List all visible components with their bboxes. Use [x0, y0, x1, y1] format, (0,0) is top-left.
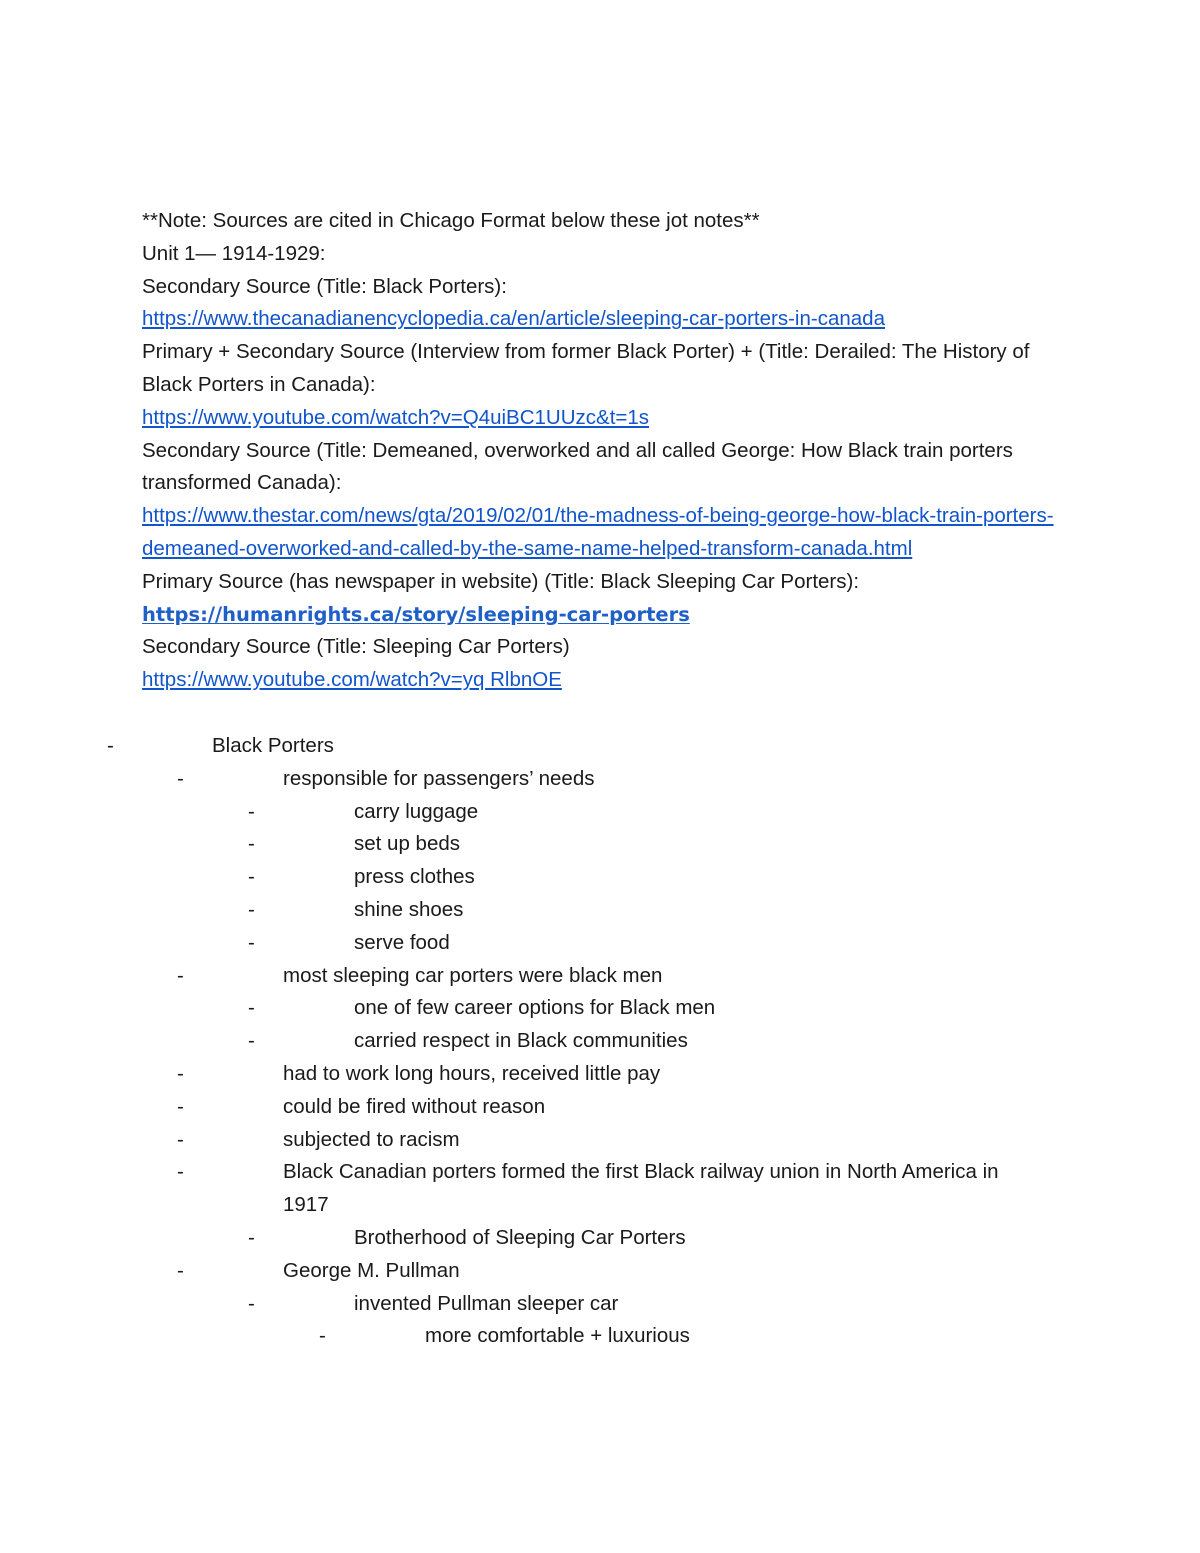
duties-list [248, 796, 1072, 960]
note-text: responsible for passengers’ needs [283, 766, 595, 790]
source-link[interactable]: https://www.youtube.com/watch?v=Q4uiBC1UUzc&t=1s [142, 405, 650, 429]
note-text: serve food [354, 930, 450, 954]
list-item [177, 763, 1072, 960]
note-text: had to work long hours, received little pay [283, 1061, 661, 1085]
list-item [107, 730, 1072, 1353]
dash-bullet-icon: - [177, 766, 184, 790]
note-text: carried respect in Black communities [354, 1029, 688, 1053]
citation-note: **Note: Sources are cited in Chicago Format below these jot notes** [142, 209, 760, 232]
subnotes [248, 992, 1072, 1058]
dash-bullet-icon: - [248, 930, 255, 954]
dash-bullet-icon: - [177, 1094, 184, 1118]
note-text: carry luggage [354, 799, 479, 823]
list-item [248, 861, 1072, 894]
dash-bullet-icon: - [248, 996, 255, 1020]
list-item [177, 1156, 1072, 1254]
unit-heading: Unit 1— 1914-1929: [142, 241, 326, 265]
note-text: Brotherhood of Sleeping Car Porters [354, 1225, 686, 1249]
note-text: Black Canadian porters formed the first Black railway union in North America in 1917 [283, 1160, 999, 1217]
note-text: George M. Pullman [283, 1258, 460, 1282]
list-item [177, 960, 1072, 1058]
note-text: shine shoes [354, 897, 464, 921]
subnotes [248, 1288, 1072, 1354]
list-item [248, 1222, 1072, 1255]
spacer [142, 697, 1072, 730]
dash-bullet-icon: - [248, 1029, 255, 1053]
list-item [248, 828, 1072, 861]
dash-bullet-icon: - [248, 897, 255, 921]
jot-notes [107, 730, 1072, 1353]
list-item [248, 1025, 1072, 1058]
list-item [248, 1288, 1072, 1354]
source-label: Secondary Source (Title: Sleeping Car Porters) [142, 635, 570, 659]
source-link[interactable]: https://www.youtube.com/watch?v=yq RlbnOE [142, 668, 562, 692]
list-item [248, 927, 1072, 960]
dash-bullet-icon: - [248, 1291, 255, 1315]
dash-bullet-icon: - [177, 1160, 184, 1184]
list-item [248, 894, 1072, 927]
dash-bullet-icon: - [248, 865, 255, 889]
source-label: Primary + Secondary Source (Interview from former Black Porter) + (Title: Derailed: The History of Black Porters in Canada): [142, 340, 1030, 396]
subnotes [319, 1320, 1072, 1353]
list-item [248, 992, 1072, 1025]
note-text: set up beds [354, 832, 460, 856]
dash-bullet-icon: - [177, 963, 184, 987]
dash-bullet-icon: - [248, 832, 255, 856]
subnotes [142, 763, 1072, 1353]
source-link[interactable]: https://www.thestar.com/news/gta/2019/02/01/the-madness-of-being-george-how-black-train-porters-demeaned-overworked-and-called-by-the-same-name-helped-transform-canada.html [142, 504, 1054, 560]
source-label: Secondary Source (Title: Black Porters): [142, 274, 507, 298]
note-text: most sleeping car porters were black men [283, 963, 663, 987]
source-link[interactable]: https://humanrights.ca/story/sleeping-car-porters [142, 602, 690, 626]
dash-bullet-icon: - [248, 799, 255, 823]
source-link[interactable]: https://www.thecanadianencyclopedia.ca/en/article/sleeping-car-porters-in-canada [142, 307, 885, 331]
note-text: could be fired without reason [283, 1094, 546, 1118]
list-item [177, 1255, 1072, 1353]
note-text: more comfortable + luxurious [425, 1324, 690, 1348]
list-item [319, 1320, 1072, 1353]
subnotes [248, 1222, 1072, 1255]
source-label: Secondary Source (Title: Demeaned, overworked and all called George: How Black train porters transformed Canada): [142, 438, 1013, 495]
document-body [107, 205, 1072, 1353]
list-item [177, 1091, 1072, 1124]
dash-bullet-icon: - [319, 1324, 326, 1348]
note-text: one of few career options for Black men [354, 996, 716, 1020]
dash-bullet-icon: - [107, 733, 114, 757]
source-label: Primary Source (has newspaper in website) (Title: Black Sleeping Car Porters): [142, 569, 860, 593]
dash-bullet-icon: - [248, 1225, 255, 1249]
list-item [177, 1124, 1072, 1157]
list-item [248, 796, 1072, 829]
note-text: press clothes [354, 865, 475, 889]
list-item [177, 1058, 1072, 1091]
dash-bullet-icon: - [177, 1127, 184, 1151]
note-text: subjected to racism [283, 1127, 460, 1151]
note-topic: Black Porters [212, 733, 334, 757]
dash-bullet-icon: - [177, 1258, 184, 1282]
dash-bullet-icon: - [177, 1061, 184, 1085]
note-text: invented Pullman sleeper car [354, 1291, 619, 1315]
